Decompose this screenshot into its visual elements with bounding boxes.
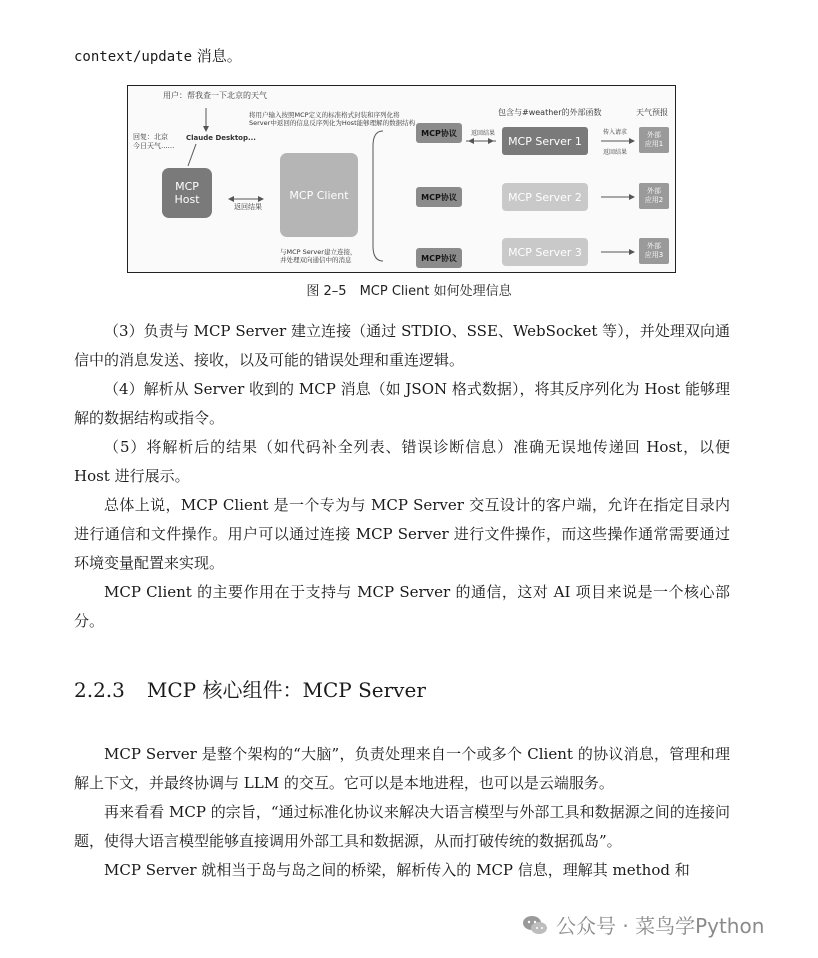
- paragraph-4: （4）解析从 Server 收到的 MCP 消息（如 JSON 格式数据），将其反序列化为 Host 能够理解的数据结构或指令。: [74, 380, 730, 427]
- proto-return-label: 返回结果: [471, 130, 496, 137]
- paragraph-server-intro: MCP Server 是整个架构的“大脑”，负责处理来自一个或多个 Client 的协议消息，管理和理解上下文，并最终协调与 LLM 的交互。它可以是本地进程，也可以是云端服务。: [74, 745, 730, 792]
- mcp-host-box: [162, 168, 212, 218]
- ext-app-3-line-2: 应用3: [644, 251, 664, 259]
- paragraph-mcp-purpose: 再来看看 MCP 的宗旨，“通过标准化协议来解决大语言模型与外部工具和数据源之间的连接问题，使得大语言模型能够直接调用外部工具和数据源，从而打破传统的数据孤岛”。: [74, 803, 730, 850]
- paragraph-server-bridge: MCP Server 就相当于岛与岛之间的桥梁，解析传入的 MCP 信息，理解其 method 和: [104, 861, 690, 879]
- code-text: context/update: [74, 49, 193, 65]
- paragraph-summary: 总体上说，MCP Client 是一个专为与 MCP Server 交互设计的客户端，允许在指定目录内进行通信和文件操作。用户可以通过连接 MCP Server 进行文件操作，而这些操作通常需要通过环境变量配置来实现。: [74, 496, 730, 572]
- watermark-text: 公众号 · 菜鸟学Python: [556, 914, 765, 938]
- external-app-3: [639, 238, 669, 264]
- figure-caption: 图 2–5 MCP Client 如何处理信息: [306, 284, 512, 299]
- mcp-server-3: MCP Server 3: [502, 238, 588, 266]
- protocol-label-3: MCP协议: [416, 248, 462, 268]
- ext-app-2-line-2: 应用2: [644, 196, 664, 204]
- top-note-line-1: 将用户输入按照MCP定义的标准格式封装和序列化将: [249, 111, 400, 119]
- reply-line-1: 回复：北京: [133, 133, 168, 141]
- reply-line-2: 今日天气......: [133, 142, 175, 150]
- section-number: 2.2.3: [74, 678, 125, 702]
- mcp-server-2: MCP Server 2: [502, 183, 588, 211]
- servers-header: 包含与#weather的外部函数: [498, 108, 602, 117]
- paragraph-client-role: MCP Client 的主要作用在于支持与 MCP Server 的通信，这对 AI 项目来说是一个核心部分。: [74, 583, 730, 630]
- reply-text: [133, 133, 174, 151]
- bottom-note: [280, 248, 356, 264]
- reply-arrow: [188, 144, 196, 166]
- host-app-label: Claude Desktop...: [186, 134, 256, 142]
- bracket: [373, 131, 383, 261]
- intro-suffix: 消息。: [192, 47, 242, 65]
- section-title: MCP 核心组件：MCP Server: [146, 678, 426, 702]
- mcp-client-figure: [127, 85, 676, 273]
- pass-request-label: 传入请求: [603, 129, 628, 136]
- server-return-label: 返回结果: [603, 149, 628, 156]
- mcp-server-1: MCP Server 1: [502, 127, 588, 155]
- wechat-icon: [522, 914, 548, 936]
- protocol-label-2: MCP协议: [416, 187, 462, 207]
- paragraph-5: （5）将解析后的结果（如代码补全列表、错误诊断信息）准确无误地传递回 Host，以便 Host 进行展示。: [74, 438, 730, 485]
- mcp-client-box: MCP Client: [280, 153, 358, 237]
- protocol-label-1: MCP协议: [416, 123, 462, 143]
- ext-app-1-line-2: 应用1: [644, 140, 664, 148]
- external-app-2: [639, 183, 669, 209]
- paragraph-3: （3）负责与 MCP Server 建立连接（通过 STDIO、SSE、WebSocket 等），并处理双向通信中的消息发送、接收，以及可能的错误处理和重连逻辑。: [74, 322, 730, 369]
- ext-app-1-line-1: 外部: [647, 131, 661, 139]
- bottom-note-line-1: 与MCP Server建立连接，: [280, 248, 357, 256]
- forecast-header: 天气预报: [636, 108, 668, 117]
- bottom-note-line-2: 并处理双向通信中的消息: [280, 256, 352, 264]
- external-app-1: [639, 127, 669, 153]
- user-query: 用户：帮我查一下北京的天气: [163, 91, 267, 100]
- section-heading: [74, 674, 426, 703]
- host-return-label: 返回结果: [234, 203, 262, 211]
- ext-app-3-line-1: 外部: [647, 242, 661, 250]
- top-note-line-2: Server中返回的信息反序列化为Host能够理解的数据结构: [249, 119, 416, 127]
- watermark: [522, 910, 764, 939]
- top-note: [249, 111, 419, 127]
- host-label-2: Host: [174, 193, 200, 206]
- host-label-1: MCP: [175, 180, 199, 193]
- ext-app-2-line-1: 外部: [647, 187, 661, 195]
- intro-line: [74, 45, 242, 66]
